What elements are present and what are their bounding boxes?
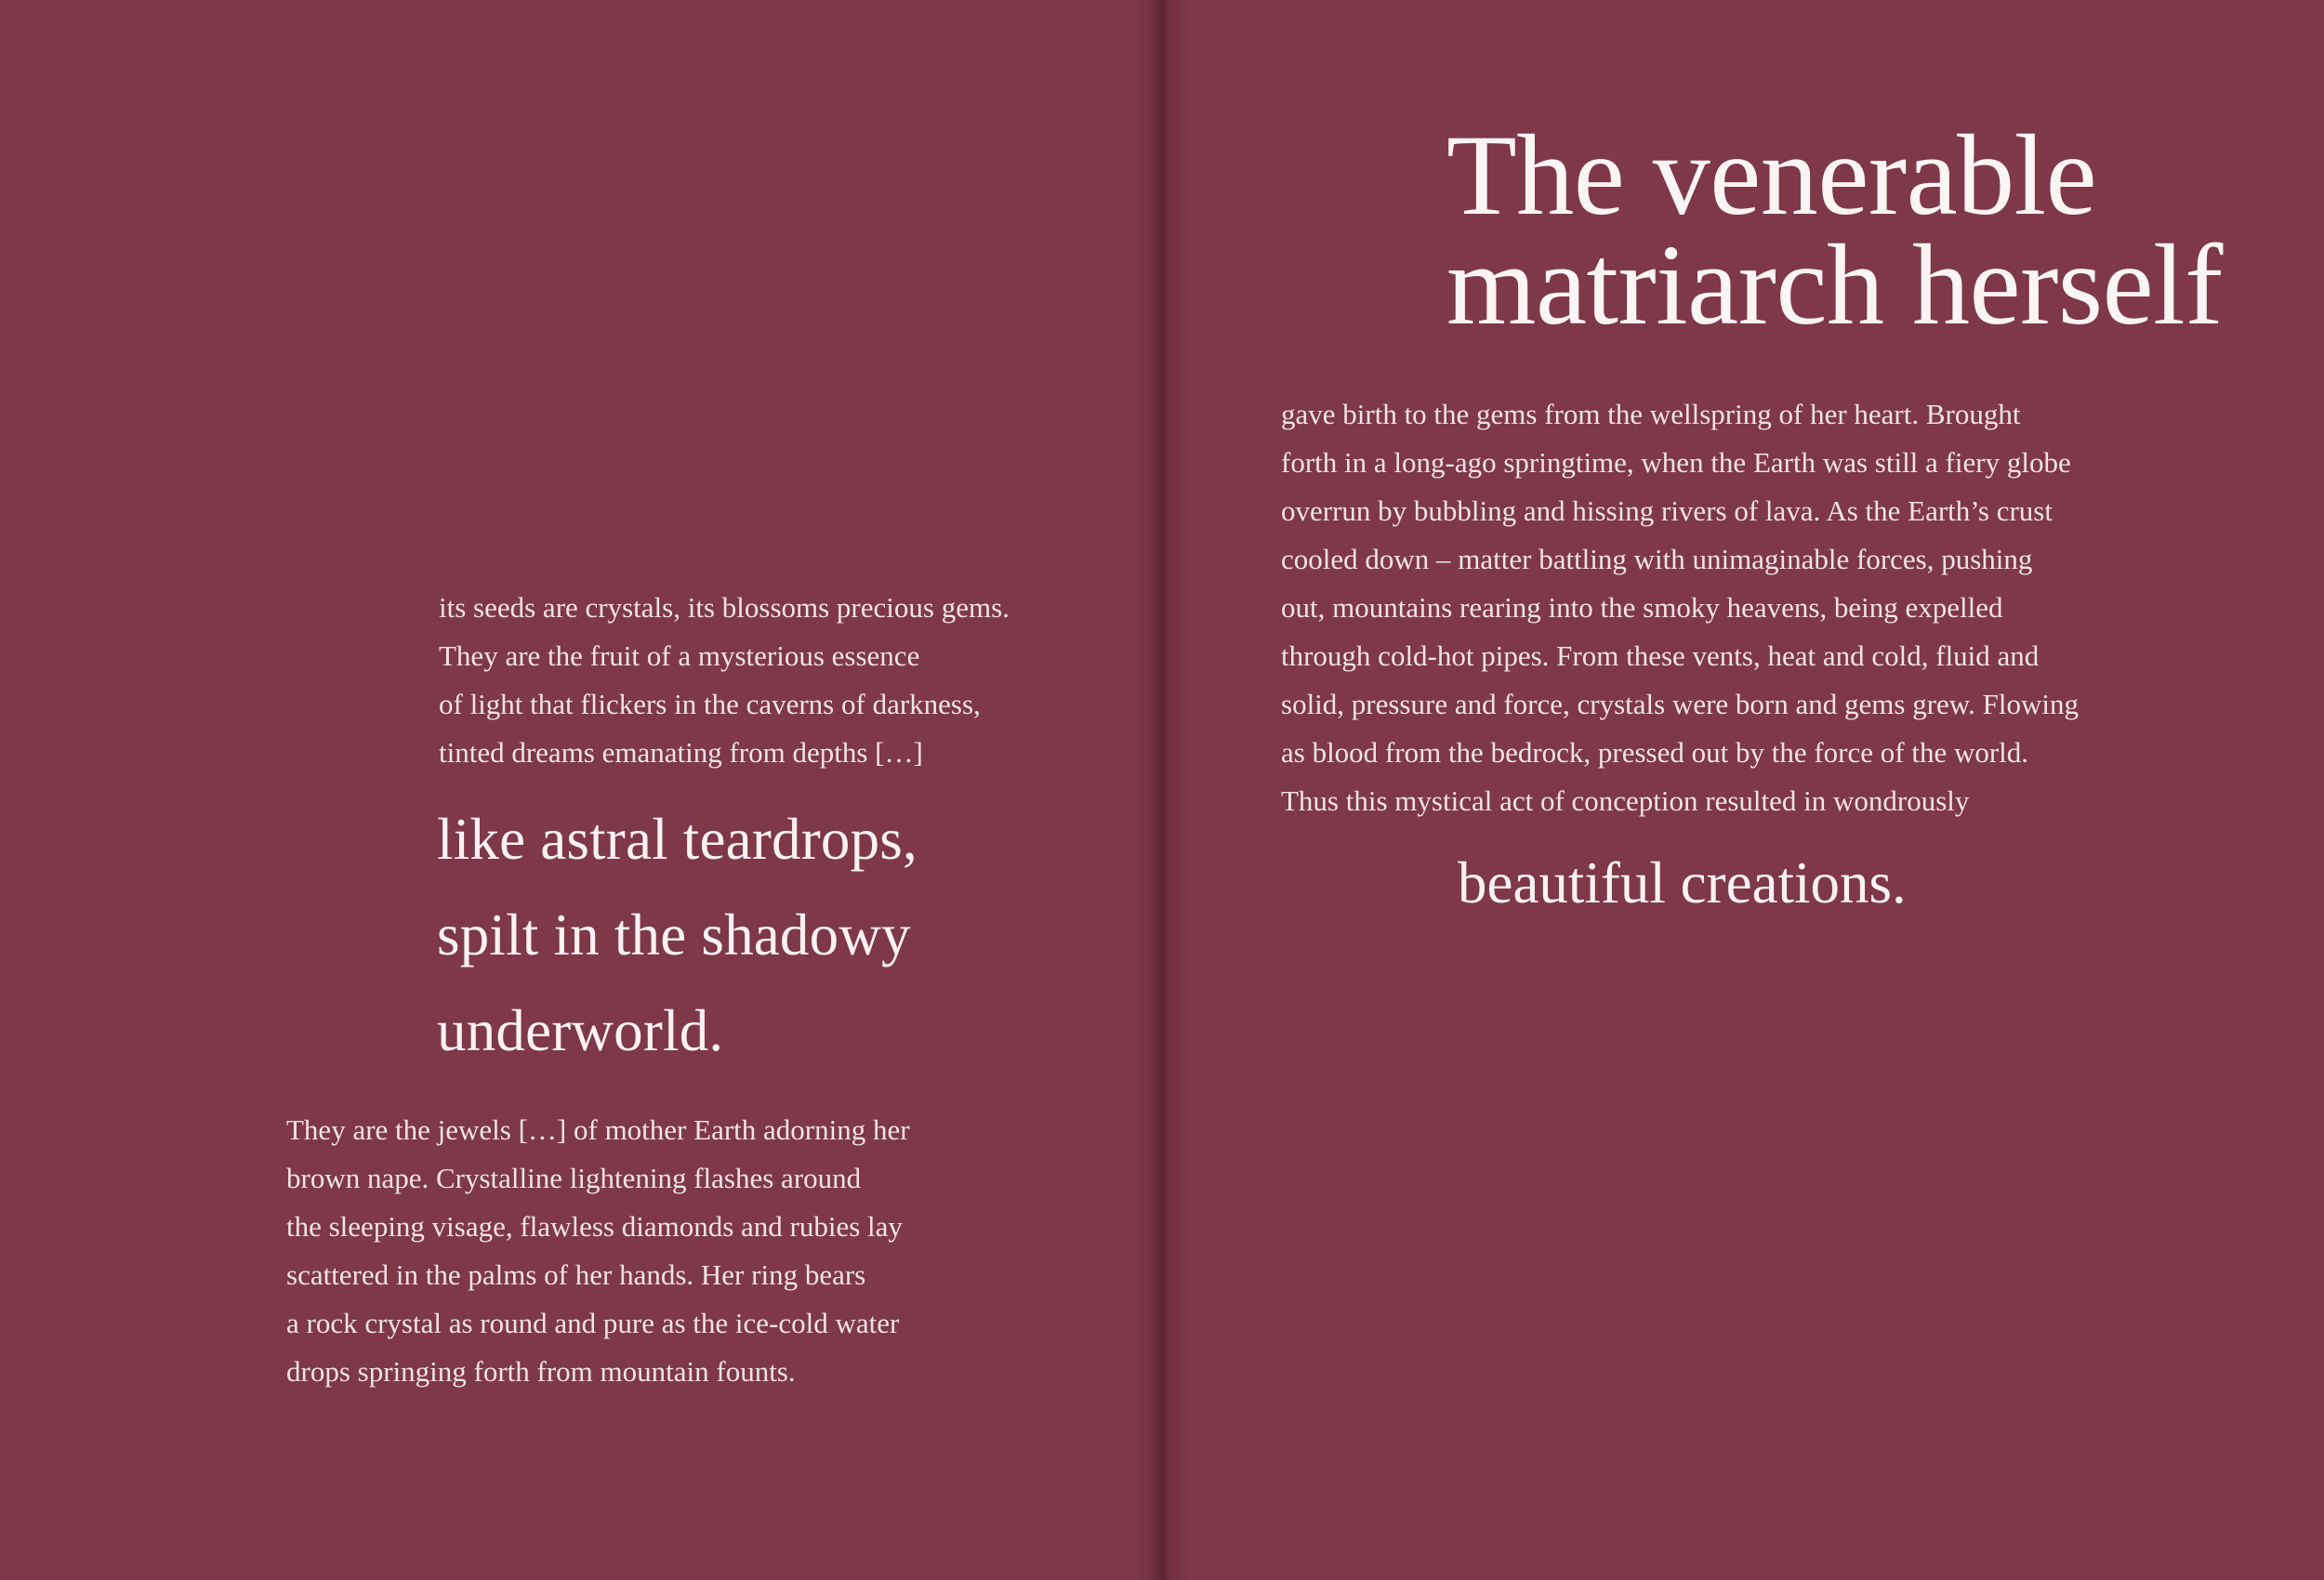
pull-quote-line: like astral teardrops, [437,807,918,872]
title-line: matriarch herself [1446,221,2223,349]
right-body-line: forth in a long-ago springtime, when the Earth was still a fiery globe [1281,446,2071,479]
right-body-line: as blood from the bedrock, pressed out by the force of the world. [1281,736,2029,769]
title-line: The venerable [1446,112,2097,239]
left-intro-line: They are the fruit of a mysterious essence [439,639,920,672]
right-body-line: out, mountains rearing into the smoky heavens, being expelled [1281,591,2003,624]
left-body-line: scattered in the palms of her hands. Her ring bears [286,1258,866,1291]
right-body-line: solid, pressure and force, crystals were born and gems grew. Flowing [1281,688,2080,720]
left-body-line: They are the jewels […] of mother Earth adorning her [286,1113,910,1146]
right-body-line: through cold-hot pipes. From these vents, heat and cold, fluid and [1281,639,2040,672]
left-intro-line: tinted dreams emanating from depths […] [439,736,923,769]
left-pull-quote [437,792,918,1079]
left-intro-paragraph [439,584,1010,777]
left-body-line: a rock crystal as round and pure as the ice-cold water [286,1307,900,1339]
right-body-line: gave birth to the gems from the wellspring of her heart. Brought [1281,398,2021,430]
right-body-line: Thus this mystical act of conception resulted in wondrously [1281,784,1970,817]
right-page [1162,0,2324,1580]
left-body-paragraph [286,1106,910,1396]
page-title [1446,112,2223,349]
right-body-line: cooled down – matter battling with unimaginable forces, pushing [1281,543,2033,575]
left-intro-line: its seeds are crystals, its blossoms precious gems. [439,591,1010,624]
left-body-line: drops springing forth from mountain founts. [286,1355,796,1388]
right-body-paragraph [1281,390,2079,825]
left-body-line: brown nape. Crystalline lightening flashes around [286,1162,862,1194]
pull-quote-line: spilt in the shadowy [437,902,911,968]
closing-line: beautiful creations. [1458,850,1907,915]
left-intro-line: of light that flickers in the caverns of darkness, [439,688,981,720]
left-body-line: the sleeping visage, flawless diamonds and rubies lay [286,1210,903,1243]
right-body-line: overrun by bubbling and hissing rivers of lava. As the Earth’s crust [1281,494,2053,527]
pull-quote-line: underworld. [437,998,724,1063]
